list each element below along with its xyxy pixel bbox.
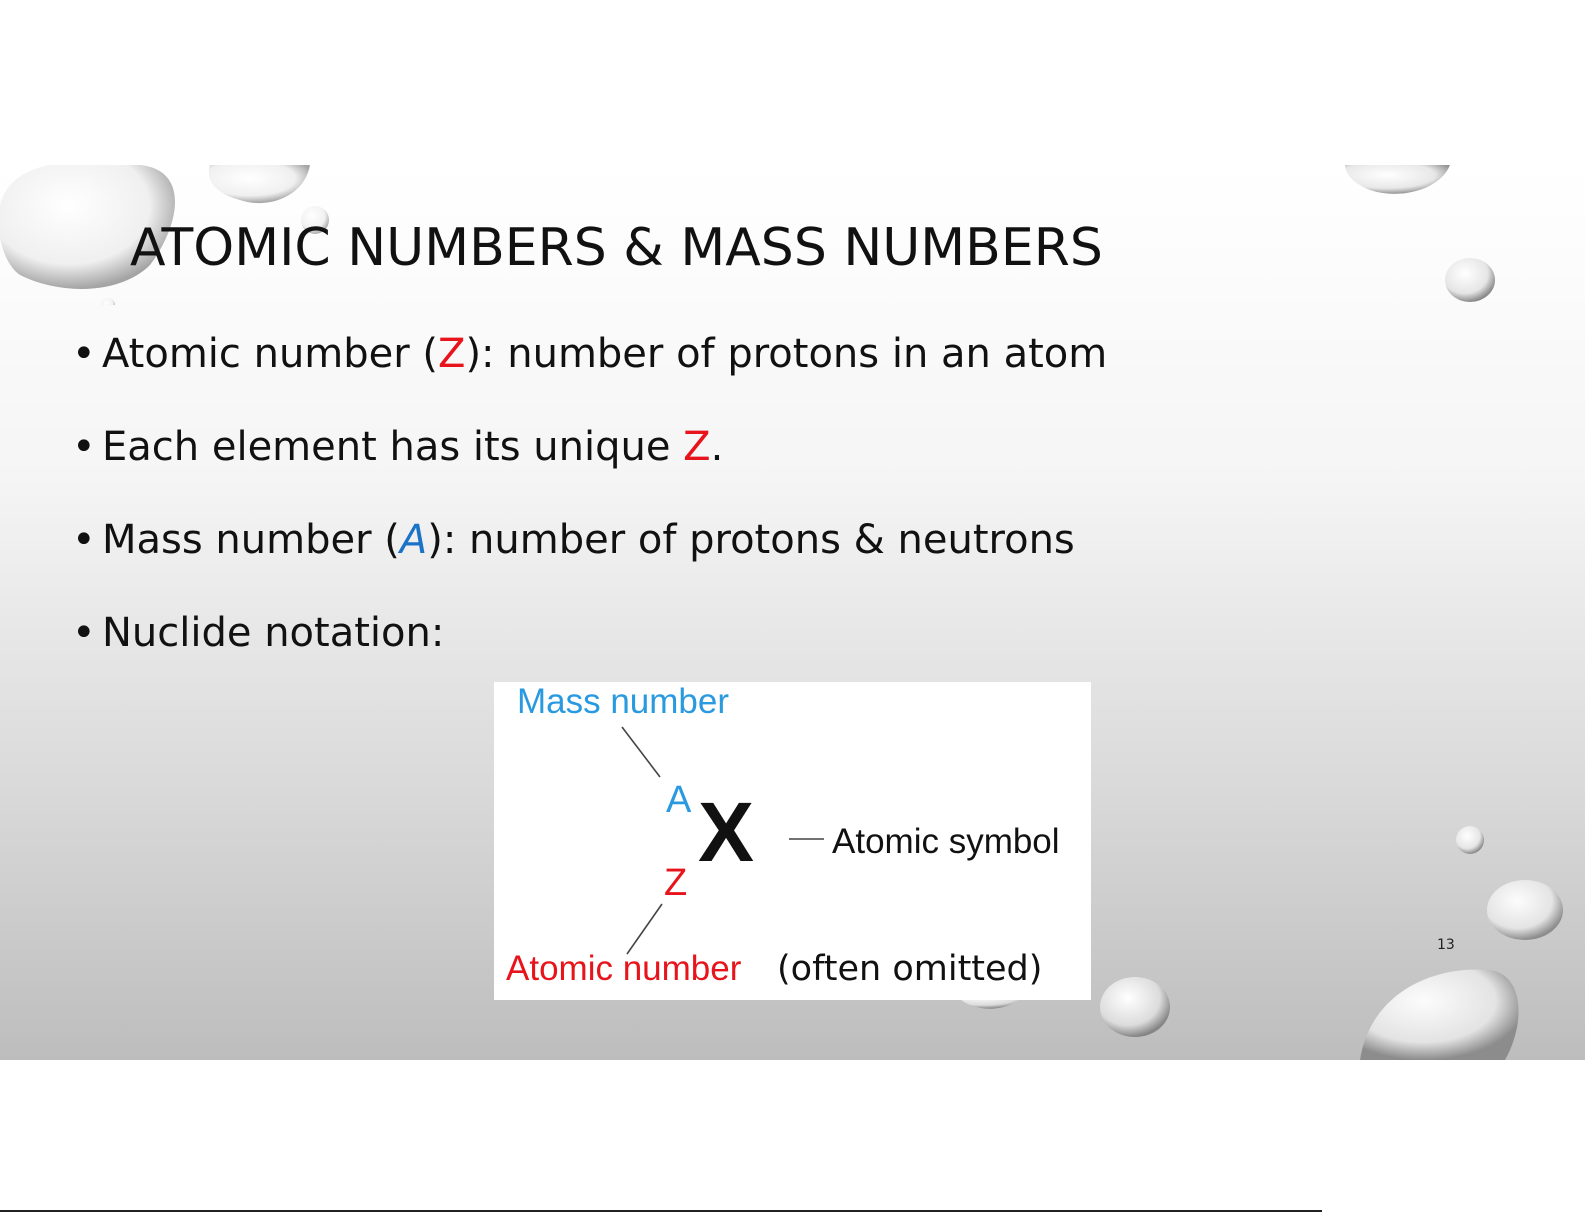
atomic-symbol-label: Atomic symbol	[832, 822, 1060, 861]
atomic-number-symbol: Z	[438, 331, 466, 377]
bullet-text: ): number of protons in an atom	[465, 331, 1108, 377]
slide	[0, 165, 1585, 1060]
page-number: 13	[1437, 937, 1455, 953]
atomic-number-symbol: Z	[664, 862, 688, 904]
bullet-item	[72, 330, 1107, 423]
bullet-list	[72, 330, 1107, 702]
mass-number-symbol: A	[399, 517, 428, 563]
bullet-text: Nuclide notation:	[102, 610, 445, 656]
bullet-item	[72, 423, 1107, 516]
atomic-number-symbol: Z	[683, 424, 711, 470]
bullet-dot-icon: •	[72, 517, 96, 563]
element-symbol: X	[698, 785, 755, 879]
atomic-number-label: Atomic number	[506, 949, 742, 988]
bullet-text: ): number of protons & neutrons	[427, 517, 1075, 563]
omitted-note: (often omitted)	[777, 949, 1043, 989]
mass-number-symbol: A	[666, 779, 692, 821]
slide-title: ATOMIC NUMBERS & MASS NUMBERS	[130, 218, 1103, 278]
mass-number-label: Mass number	[517, 682, 730, 721]
bullet-dot-icon: •	[72, 610, 96, 656]
nuclide-notation-figure	[494, 682, 1091, 1000]
water-drop-decoration	[1340, 165, 1585, 1060]
bottom-divider	[0, 1210, 1322, 1212]
bullet-text: Atomic number (	[102, 331, 439, 377]
bullet-dot-icon: •	[72, 331, 96, 377]
bullet-text: Each element has its unique	[102, 424, 684, 470]
bullet-text: .	[710, 424, 724, 470]
bullet-text: Mass number (	[102, 517, 400, 563]
bullet-item	[72, 516, 1107, 609]
bullet-dot-icon: •	[72, 424, 96, 470]
